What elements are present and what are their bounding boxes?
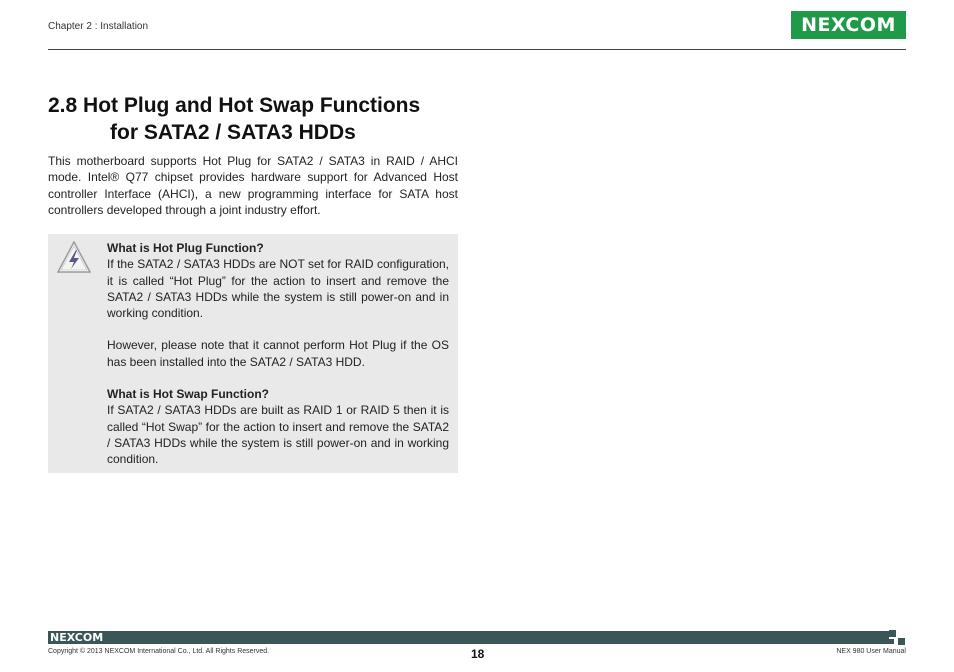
page-number: 18 [471, 647, 485, 661]
intro-paragraph: This motherboard supports Hot Plug for SATA2 / SATA3 in RAID / AHCI mode. Intel® Q77 chipset provides hardware support for Advanced Host controller Interface (AHCI), a new programming interface for SATA host controllers developed through a joint industry effort. [48, 154, 458, 217]
manual-name: NEX 980 User Manual [836, 648, 906, 655]
chapter-label: Chapter 2 : Installation [48, 21, 149, 32]
warning-icon [57, 241, 91, 273]
hot-plug-note: However, please note that it cannot perform Hot Plug if the OS has been installed into the SATA2 / SATA3 HDD. [107, 338, 449, 369]
section-title-line2: for SATA2 / SATA3 HDDs [110, 121, 356, 144]
footer-logo [50, 631, 103, 644]
hot-swap-heading: What is Hot Swap Function? [107, 387, 269, 402]
note-box [48, 234, 458, 473]
spacer [107, 321, 449, 337]
hot-swap-text: If SATA2 / SATA3 HDDs are built as RAID 1 or RAID 5 then it is called “Hot Swap” for the action to insert and remove the SATA2 / SATA3 HDDs while the system is still power-on and in working condition. [107, 403, 449, 467]
section-title [48, 92, 468, 146]
hot-plug-heading: What is Hot Plug Function? [107, 241, 264, 255]
copyright: Copyright © 2013 NEXCOM International Co., Ltd. All Rights Reserved. [48, 648, 270, 655]
square [889, 630, 896, 637]
square [889, 639, 894, 644]
header-divider [48, 49, 906, 50]
hot-plug-text: If the SATA2 / SATA3 HDDs are NOT set for RAID configuration, it is called “Hot Plug” for the action to insert and remove the SATA2 / SATA3 HDDs while the system is still power-on and in working condition. [107, 257, 449, 321]
footer-bar [48, 631, 906, 644]
footer-squares-icon [889, 630, 906, 645]
logo-text: NEXCOM [801, 14, 896, 36]
footer-logo-text: NEXCOM [50, 631, 104, 644]
section-title-line1: 2.8 Hot Plug and Hot Swap Functions [48, 94, 421, 117]
square [898, 638, 905, 645]
nexcom-logo [791, 11, 906, 39]
note-text [107, 240, 449, 468]
spacer [107, 370, 449, 386]
